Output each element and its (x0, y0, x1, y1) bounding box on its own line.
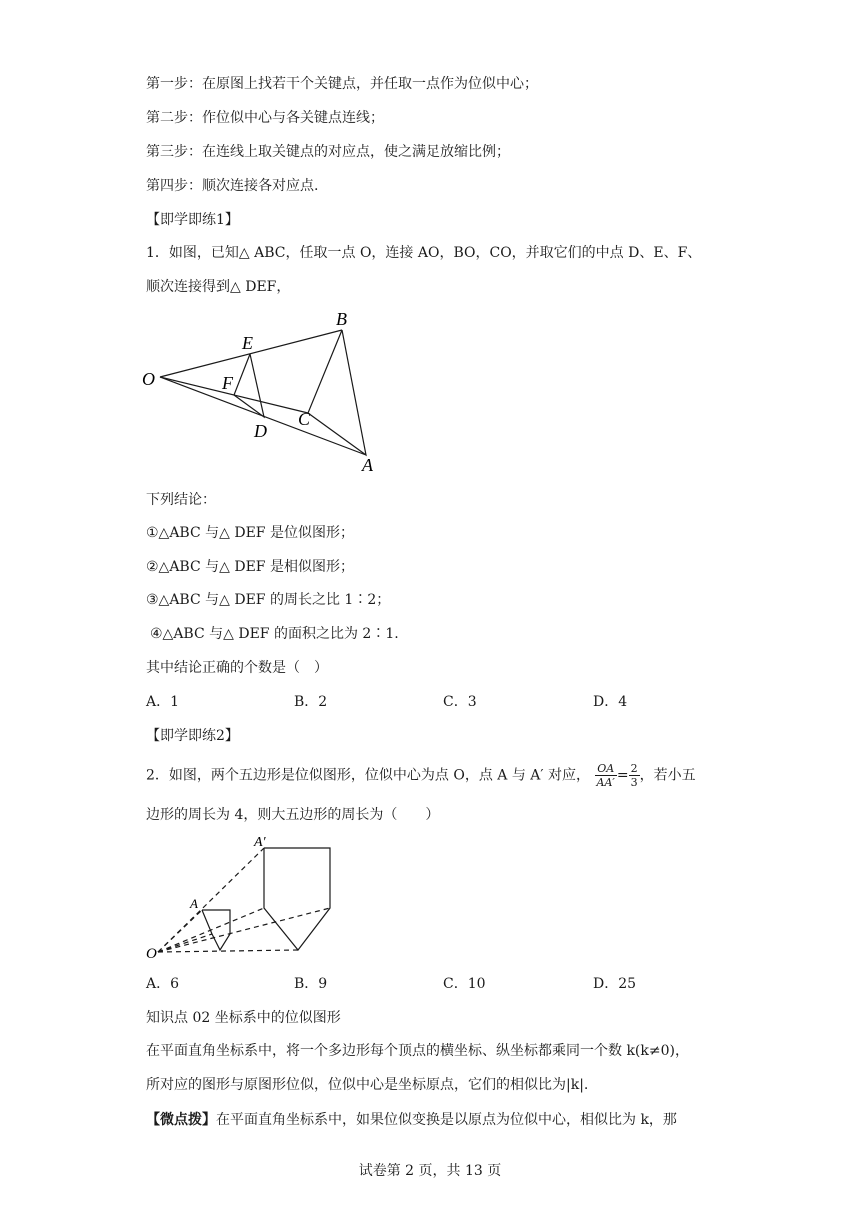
practice2-question-line1 (146, 762, 696, 789)
practice1-question-line1: 1．如图，已知△ ABC，任取一点 O，连接 AO，BO，CO，并取它们的中点 D、E、F、 (146, 245, 702, 261)
ratio-denominator: AA′ (596, 776, 615, 789)
label-O: O (142, 369, 155, 389)
practice1-question-line2: 顺次连接得到△ DEF， (146, 279, 291, 295)
label-A: A (362, 455, 373, 475)
ratio-value (629, 762, 640, 789)
step-2: 第二步：作位似中心与各关键点连线； (146, 110, 384, 126)
practice2-option-c: C．10 (443, 976, 486, 992)
label-D: D (254, 421, 267, 441)
knowledge-title: 知识点 02 坐标系中的位似图形 (146, 1010, 341, 1026)
label-O-small: O (146, 946, 157, 960)
practice2-heading: 【即学即练2】 (146, 728, 239, 744)
ratio-fraction (595, 762, 617, 789)
label-A-small: A (190, 896, 198, 911)
figure-pentagons (140, 830, 340, 960)
label-F: F (222, 373, 233, 393)
step-1: 第一步：在原图上找若干个关键点，并任取一点作为位似中心； (146, 76, 538, 92)
practice2-option-b: B．9 (294, 976, 328, 992)
knowledge-line2: 所对应的图形与原图形位似，位似中心是坐标原点，它们的相似比为|k|. (146, 1077, 589, 1093)
conclusion-1: ①△ABC 与△ DEF 是位似图形； (146, 525, 354, 541)
ratio-value-denominator: 3 (630, 776, 638, 789)
page-footer: 试卷第 2 页，共 13 页 (358, 1163, 502, 1179)
figure-triangles (138, 305, 388, 475)
practice2-option-a: A．6 (146, 976, 180, 992)
practice1-option-b: B．2 (294, 694, 328, 710)
conclusion-3: ③△ABC 与△ DEF 的周长之比 1∶2； (146, 592, 391, 608)
step-4: 第四步：顺次连接各对应点. (146, 178, 319, 194)
ratio-numerator: OA (595, 762, 617, 776)
practice2-question-line2: 边形的周长为 4，则大五边形的周长为（ ） (146, 807, 440, 823)
practice1-heading: 【即学即练1】 (146, 212, 239, 228)
practice1-question: 其中结论正确的个数是（ ） (146, 660, 328, 676)
practice2-question-part2: ，若小五 (639, 767, 696, 784)
practice2-option-d: D．25 (593, 976, 637, 992)
ratio-equals: = (616, 767, 629, 784)
practice2-question-part1: 2．如图，两个五边形是位似图形，位似中心为点 O，点 A 与 A′ 对应， (146, 767, 591, 784)
practice1-option-d: D．4 (593, 694, 628, 710)
ratio-value-numerator: 2 (630, 762, 638, 775)
practice1-option-c: C．3 (443, 694, 477, 710)
knowledge-tip (146, 1110, 677, 1130)
knowledge-line1: 在平面直角坐标系中，将一个多边形每个顶点的横坐标、纵坐标都乘同一个数 k(k≠0)， (146, 1043, 689, 1059)
practice1-option-a: A．1 (146, 694, 180, 710)
conclusion-4: ④△ABC 与△ DEF 的面积之比为 2∶1. (150, 626, 399, 642)
conclusions-intro: 下列结论： (146, 492, 216, 508)
label-B: B (336, 309, 347, 329)
label-E: E (242, 333, 253, 353)
step-3: 第三步：在连线上取关键点的对应点，使之满足放缩比例； (146, 144, 510, 160)
label-A-prime: A′ (254, 835, 266, 850)
label-C: C (298, 409, 311, 429)
conclusion-2: ②△ABC 与△ DEF 是相似图形； (146, 559, 354, 575)
tip-label: 【微点拨】 (146, 1112, 216, 1128)
tip-text: 在平面直角坐标系中，如果位似变换是以原点为位似中心，相似比为 k，那 (216, 1112, 677, 1128)
